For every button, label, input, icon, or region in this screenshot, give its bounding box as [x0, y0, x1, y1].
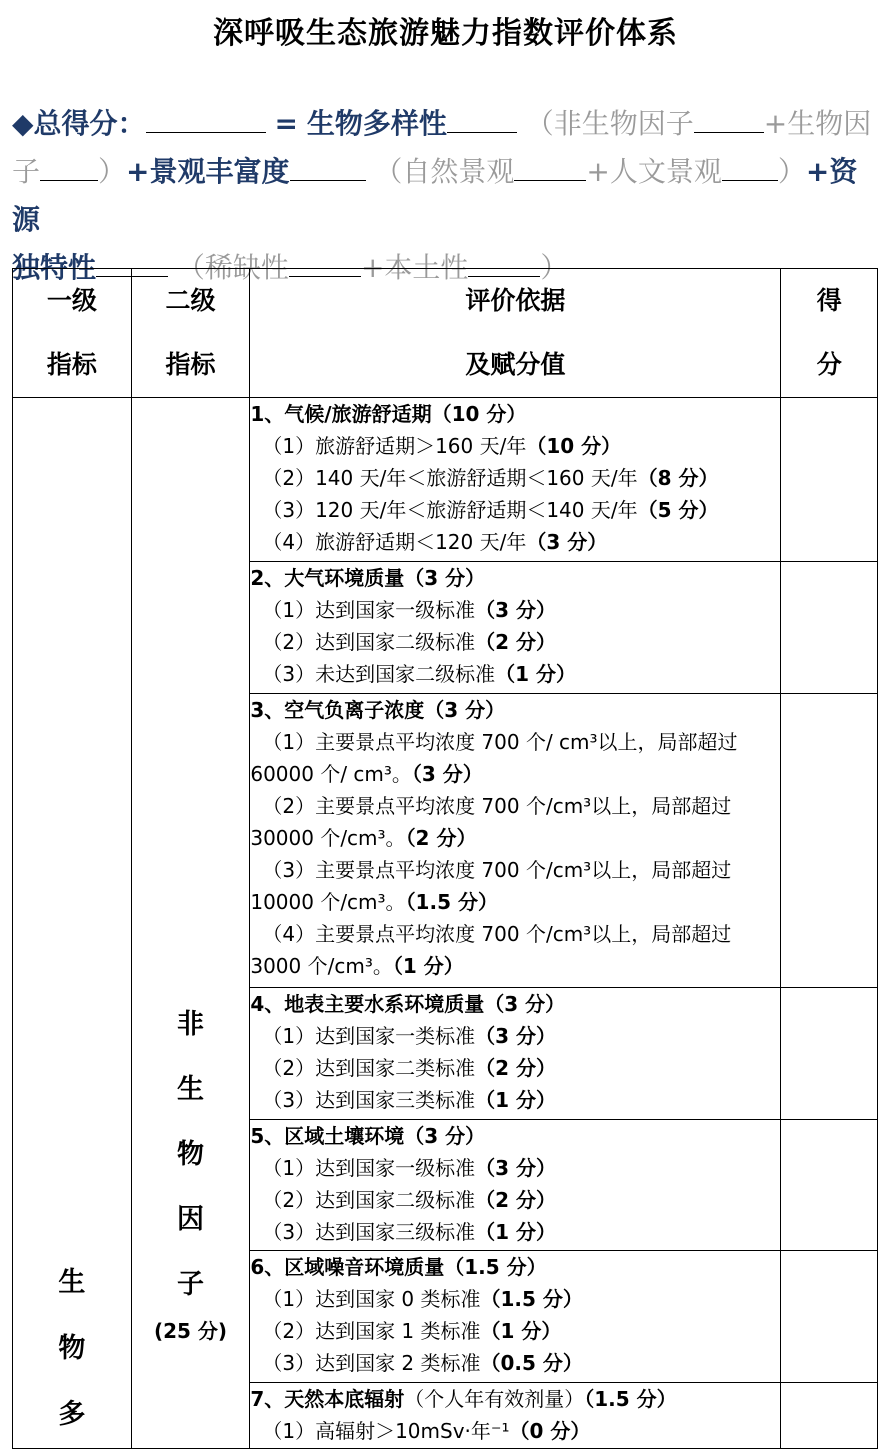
score-cell[interactable]: [781, 693, 878, 988]
criterion-item-points: （1 分）: [480, 1319, 562, 1344]
criterion-item: [250, 1216, 780, 1248]
criterion-heading-text: 5、区域土壤环境（3 分）: [250, 1123, 486, 1148]
close-paren-2: ）: [777, 155, 806, 188]
criterion-item-points: （3 分）: [411, 761, 483, 786]
criterion-item: [250, 1152, 780, 1184]
criterion-item-points: （2 分）: [405, 825, 477, 850]
biodiversity-blank: [447, 102, 517, 133]
level2-indicator-char: 物: [177, 1139, 204, 1170]
total-score-label: ◆总得分：: [12, 107, 146, 140]
criterion-item: [250, 790, 780, 822]
scarcity-label: （稀缺性: [176, 251, 289, 284]
criterion-cell: [250, 693, 781, 988]
level2-indicator-char: 因: [177, 1204, 204, 1235]
header-score-line1: 得: [816, 286, 842, 315]
page-title: 深呼吸生态旅游魅力指数评价体系: [213, 16, 678, 51]
criterion-item-text: （1）主要景点平均浓度 700 个/ cm³以上，局部超过: [262, 729, 738, 754]
criterion-item-text: （2）达到国家 1 类标准: [262, 1319, 481, 1344]
criterion-heading-text: 2、大气环境质量（3 分）: [250, 566, 486, 591]
level2-indicator-char: 生: [177, 1074, 204, 1105]
criterion-item-text: （4）主要景点平均浓度 700 个/cm³以上，局部超过: [262, 921, 732, 946]
criterion-heading-text: 7、天然本底辐射: [250, 1386, 405, 1411]
criterion-item-points: （5 分）: [637, 498, 719, 522]
criterion-cell: [250, 988, 781, 1120]
criterion-item-text: （2）达到国家二级标准: [262, 630, 476, 655]
criterion-item-text: （1）达到国家 0 类标准: [262, 1287, 481, 1312]
criterion-item-points: （1.5 分）: [480, 1287, 583, 1312]
score-cell[interactable]: [781, 562, 878, 694]
header-basis: [250, 269, 781, 398]
evaluation-table: [12, 268, 878, 1449]
abiotic-label: （非生物因子: [525, 107, 694, 140]
criterion-heading: [250, 988, 780, 1020]
criterion-item-continuation-text: 60000 个/ cm³。: [250, 761, 412, 786]
header-level2-line1: 二级: [165, 286, 216, 315]
criterion-cell: [250, 398, 781, 562]
landscape-label: +景观丰富度: [126, 155, 290, 188]
header-level1-line1: 一级: [46, 286, 97, 315]
criterion-heading: [250, 562, 780, 594]
biotic-label-wrap: 子: [12, 155, 41, 188]
criterion-item: [250, 658, 780, 690]
close-paren-3: ）: [540, 251, 569, 284]
criterion-item: [250, 462, 780, 494]
header-level2-line2: 指标: [165, 350, 216, 379]
criterion-heading-text: 3、空气负离子浓度（3 分）: [250, 697, 506, 722]
criterion-item: [250, 1315, 780, 1347]
header-basis-line2: 及赋分值: [465, 350, 566, 379]
criterion-item-points: （2 分）: [475, 1187, 556, 1212]
criterion-item: [250, 594, 780, 626]
score-cell[interactable]: [781, 398, 878, 562]
criterion-item: [250, 1347, 780, 1379]
biotic-label: +生物因: [763, 107, 872, 140]
criterion-heading-points: （1.5 分）: [584, 1386, 677, 1411]
level1-indicator-cell: [13, 398, 132, 1449]
criterion-item: [250, 854, 780, 886]
criterion-item-text: （1）旅游舒适期＞160 天/年: [262, 434, 527, 458]
criterion-item-points: （1 分）: [475, 1088, 556, 1113]
criterion-item: [250, 1184, 780, 1216]
criterion-item-points: （10 分）: [526, 434, 622, 458]
criterion-heading: [250, 1251, 780, 1283]
criterion-heading: [250, 694, 780, 726]
criterion-item-points: （0.5 分）: [480, 1351, 583, 1376]
criterion-cell: [250, 1119, 781, 1251]
close-paren-1: ）: [98, 155, 127, 188]
criterion-item: [250, 1020, 780, 1052]
criterion-item-points: （3 分）: [526, 530, 608, 554]
score-cell[interactable]: [781, 988, 878, 1120]
criterion-heading-text: 6、区域噪音环境质量（1.5 分）: [250, 1255, 547, 1280]
score-formula: [12, 100, 882, 292]
criterion-item: [250, 1415, 780, 1447]
criterion-heading-note: （个人年有效剂量）: [404, 1386, 585, 1411]
criterion-item-continuation: [250, 886, 780, 918]
criterion-item-text: （2）达到国家二级标准: [262, 1187, 476, 1212]
level1-indicator-char: 物: [58, 1333, 86, 1364]
level2-indicator-char: 非: [177, 1009, 204, 1040]
landscape-blank: [290, 150, 366, 181]
score-cell[interactable]: [781, 1119, 878, 1251]
criterion-item-continuation-text: 10000 个/cm³。: [250, 889, 406, 914]
header-score-line2: 分: [816, 350, 842, 379]
criterion-heading: [250, 1120, 780, 1152]
header-level2: [131, 269, 250, 398]
criterion-item: [250, 430, 780, 462]
criterion-item: [250, 626, 780, 658]
criterion-item-points: （2 分）: [475, 1056, 556, 1081]
criterion-item-points: （1 分）: [495, 662, 576, 687]
table-header-row: [13, 269, 878, 398]
criterion-heading-text: 4、地表主要水系环境质量（3 分）: [250, 992, 566, 1017]
criterion-heading: [250, 1383, 780, 1415]
criterion-item-continuation-text: 3000 个/cm³。: [250, 953, 393, 978]
criterion-item-text: （3）达到国家 2 类标准: [262, 1351, 481, 1376]
locality-label: +本土性: [360, 251, 469, 284]
criterion-item-text: （2）达到国家二类标准: [262, 1056, 476, 1081]
criterion-cell: [250, 562, 781, 694]
total-score-blank: [146, 102, 266, 133]
criterion-item-continuation-text: 30000 个/cm³。: [250, 825, 406, 850]
criterion-item-points: （2 分）: [475, 630, 556, 655]
criterion-cell: [250, 1251, 781, 1383]
resource-label-2: 独特性: [12, 251, 97, 284]
criterion-item-text: （1）达到国家一类标准: [262, 1024, 476, 1049]
natural-landscape-label: （自然景观: [374, 155, 515, 188]
equals-sign: =: [274, 107, 298, 140]
criterion-item-text: （1）达到国家一级标准: [262, 1155, 476, 1180]
criterion-heading-text: 1、气候/旅游舒适期（10 分）: [250, 402, 527, 426]
criterion-cell: [250, 1382, 781, 1448]
level2-indicator-char: 子: [177, 1269, 204, 1300]
biotic-blank: [40, 150, 98, 181]
criterion-item-points: （1.5 分）: [405, 889, 498, 914]
criterion-item-text: （1）高辐射＞10mSv·年⁻¹: [262, 1418, 510, 1443]
biodiversity-label: 生物多样性: [306, 107, 447, 140]
criterion-item-points: （1 分）: [392, 953, 464, 978]
criterion-item-continuation: [250, 950, 780, 982]
level1-indicator-char: 生: [58, 1267, 86, 1298]
criterion-item: [250, 918, 780, 950]
criterion-item-text: （3）达到国家三级标准: [262, 1219, 476, 1244]
criterion-item-continuation: [250, 758, 780, 790]
resource-label-1: +资源: [12, 155, 858, 236]
criterion-item-points: （3 分）: [475, 598, 556, 623]
level2-indicator-cell: [131, 398, 250, 1449]
score-cell[interactable]: [781, 1382, 878, 1448]
criterion-item-text: （3）主要景点平均浓度 700 个/cm³以上，局部超过: [262, 857, 732, 882]
criterion-item-points: （1 分）: [475, 1219, 556, 1244]
criterion-item-continuation: [250, 822, 780, 854]
level1-indicator-char: 多: [58, 1399, 86, 1430]
criterion-item: [250, 1052, 780, 1084]
cultural-landscape-label: +人文景观: [586, 155, 722, 188]
criterion-item-text: （3）达到国家三类标准: [262, 1088, 476, 1113]
criterion-item-text: （2）140 天/年＜旅游舒适期＜160 天/年: [262, 466, 638, 490]
abiotic-blank: [694, 102, 764, 133]
criterion-item-text: （3）120 天/年＜旅游舒适期＜140 天/年: [262, 498, 638, 522]
criterion-item-text: （1）达到国家一级标准: [262, 598, 476, 623]
criterion-item: [250, 526, 780, 558]
criterion-item: [250, 1084, 780, 1116]
criterion-item: [250, 494, 780, 526]
header-level1-line2: 指标: [46, 350, 97, 379]
criterion-item-text: （4）旅游舒适期＜120 天/年: [262, 530, 527, 554]
criterion-item-points: （3 分）: [475, 1024, 556, 1049]
criterion-heading: [250, 398, 780, 430]
score-cell[interactable]: [781, 1251, 878, 1383]
natural-landscape-blank: [514, 150, 586, 181]
criterion-item-points: （8 分）: [637, 466, 719, 490]
cultural-landscape-blank: [722, 150, 778, 181]
level2-indicator-score: (25 分): [153, 1319, 228, 1343]
criterion-item-points: （3 分）: [475, 1155, 556, 1180]
criterion-item-text: （3）未达到国家二级标准: [262, 662, 496, 687]
criterion-item: [250, 726, 780, 758]
header-level1: [13, 269, 132, 398]
criterion-item-text: （2）主要景点平均浓度 700 个/cm³以上，局部超过: [262, 793, 732, 818]
header-score: [781, 269, 878, 398]
criterion-item-points: （0 分）: [509, 1418, 591, 1443]
criterion-row: [13, 398, 878, 562]
header-basis-line1: 评价依据: [465, 286, 566, 315]
criterion-item: [250, 1283, 780, 1315]
